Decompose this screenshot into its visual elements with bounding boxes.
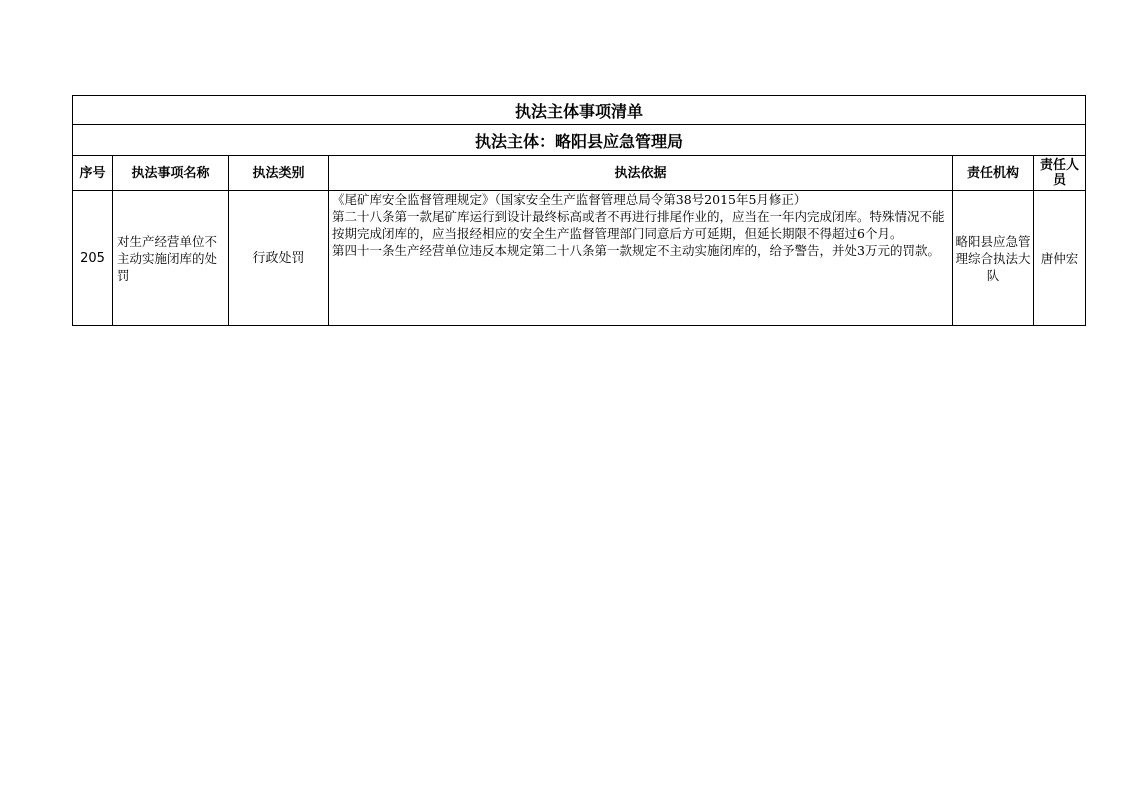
header-row xyxy=(73,156,1086,191)
title-row xyxy=(73,96,1086,125)
basis-paragraph: 第二十八条第一款尾矿库运行到设计最终标高或者不再进行排尾作业的，应当在一年内完成闭库。特殊情况不能按期完成闭库的，应当报经相应的安全生产监督管理部门同意后方可延期，但延长期限不得超过6个月。 xyxy=(332,209,945,241)
header-org: 责任机构 xyxy=(953,156,1034,191)
enforcement-subject: 执法主体：略阳县应急管理局 xyxy=(73,125,1086,156)
table-row xyxy=(73,191,1086,326)
subject-row xyxy=(73,125,1086,156)
basis-paragraph: 第四十一条生产经营单位违反本规定第二十八条第一款规定不主动实施闭库的，给予警告，并处3万元的罚款。 xyxy=(332,243,940,258)
cell-basis xyxy=(329,191,953,326)
cell-name: 对生产经营单位不主动实施闭库的处罚 xyxy=(113,191,229,326)
header-person: 责任人员 xyxy=(1034,156,1086,191)
table-title: 执法主体事项清单 xyxy=(73,96,1086,125)
cell-no: 205 xyxy=(73,191,113,326)
header-basis: 执法依据 xyxy=(329,156,953,191)
header-name: 执法事项名称 xyxy=(113,156,229,191)
enforcement-items-table xyxy=(72,95,1086,326)
header-type: 执法类别 xyxy=(229,156,329,191)
basis-paragraph: 《尾矿库安全监督管理规定》（国家安全生产监督管理总局令第38号2015年5月修正） xyxy=(332,192,807,207)
cell-person: 唐仲宏 xyxy=(1034,191,1086,326)
header-no: 序号 xyxy=(73,156,113,191)
cell-org: 略阳县应急管理综合执法大队 xyxy=(953,191,1034,326)
cell-type: 行政处罚 xyxy=(229,191,329,326)
